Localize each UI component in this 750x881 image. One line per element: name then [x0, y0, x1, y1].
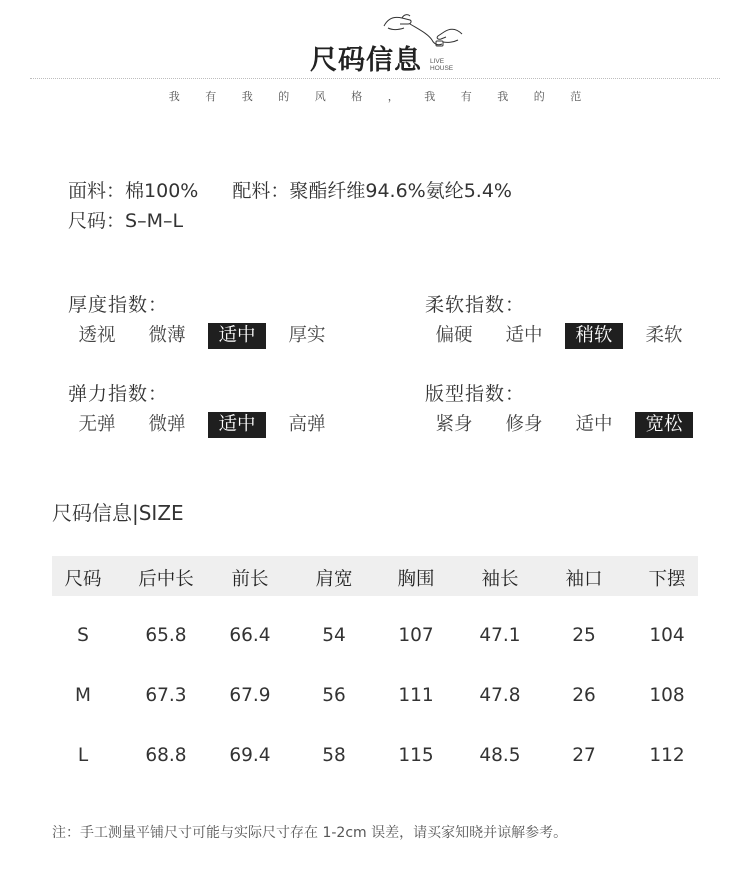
lining-fabric-label: 配料： [232, 180, 290, 202]
table-cell: 112 [649, 745, 685, 766]
table-cell: 69.4 [229, 745, 271, 766]
table-cell: 115 [398, 745, 434, 766]
table-cell: 25 [572, 625, 596, 646]
table-cell: 65.8 [145, 625, 187, 646]
index-option: 偏硬 [435, 325, 473, 346]
table-cell: L [77, 745, 89, 766]
column-header: 尺码 [64, 569, 102, 590]
size-section-title: 尺码信息|SIZE [52, 501, 184, 525]
table-cell: M [75, 685, 91, 706]
index-option: 柔软 [645, 325, 683, 346]
column-header: 肩宽 [315, 569, 353, 590]
table-cell: 47.8 [479, 685, 521, 706]
index-option: 适中 [505, 325, 543, 346]
index-option: 透视 [78, 325, 116, 346]
main-fabric-value: 棉100% [125, 180, 199, 202]
lining-fabric-value: 聚酯纤维94.6%氨纶5.4% [289, 180, 512, 202]
index-option: 修身 [505, 414, 543, 435]
index-option: 微薄 [148, 325, 186, 346]
table-cell: 104 [649, 625, 685, 646]
table-cell: 66.4 [229, 625, 271, 646]
column-header: 胸围 [397, 569, 435, 590]
column-header: 前长 [231, 569, 269, 590]
column-header: 袖口 [565, 569, 603, 590]
column-header: 下摆 [648, 569, 686, 590]
index-title: 弹力指数： [68, 383, 169, 405]
table-cell: 27 [572, 745, 596, 766]
header-title: 尺码信息 [310, 45, 422, 76]
table-cell: 67.9 [229, 685, 271, 706]
table-cell: 26 [572, 685, 596, 706]
index-option: 无弹 [78, 414, 116, 435]
index-option-selected: 宽松 [635, 412, 693, 438]
table-cell: 107 [398, 625, 434, 646]
column-header: 袖长 [481, 569, 519, 590]
index-title: 版型指数： [425, 383, 526, 405]
table-cell: 47.1 [479, 625, 521, 646]
index-option: 高弹 [288, 414, 326, 435]
index-option: 紧身 [435, 414, 473, 435]
index-option-selected: 适中 [208, 412, 266, 438]
index-option-selected: 适中 [208, 323, 266, 349]
index-option: 厚实 [288, 325, 326, 346]
table-cell: S [77, 625, 89, 646]
size-range-label: 尺码： [68, 210, 126, 232]
table-cell: 58 [322, 745, 346, 766]
header-slogan: 我 有 我 的 风 格 ， 我 有 我 的 范 [168, 90, 582, 103]
table-cell: 56 [322, 685, 346, 706]
column-header: 后中长 [138, 569, 194, 590]
table-cell: 54 [322, 625, 346, 646]
index-option: 适中 [575, 414, 613, 435]
table-cell: 108 [649, 685, 685, 706]
measurement-note: 注：手工测量平铺尺寸可能与实际尺寸存在 1-2cm 误差，请买家知晓并谅解参考。 [52, 825, 568, 841]
index-title: 厚度指数： [68, 294, 169, 316]
index-option-selected: 稍软 [565, 323, 623, 349]
size-range-value: S–M–L [125, 210, 184, 232]
table-cell: 111 [398, 685, 434, 706]
table-cell: 67.3 [145, 685, 187, 706]
table-cell: 48.5 [479, 745, 521, 766]
table-cell: 68.8 [145, 745, 187, 766]
index-title: 柔软指数： [425, 294, 526, 316]
index-option: 微弹 [148, 414, 186, 435]
main-fabric-label: 面料： [68, 180, 126, 202]
header-subtitle: LIVE HOUSE [430, 58, 454, 72]
